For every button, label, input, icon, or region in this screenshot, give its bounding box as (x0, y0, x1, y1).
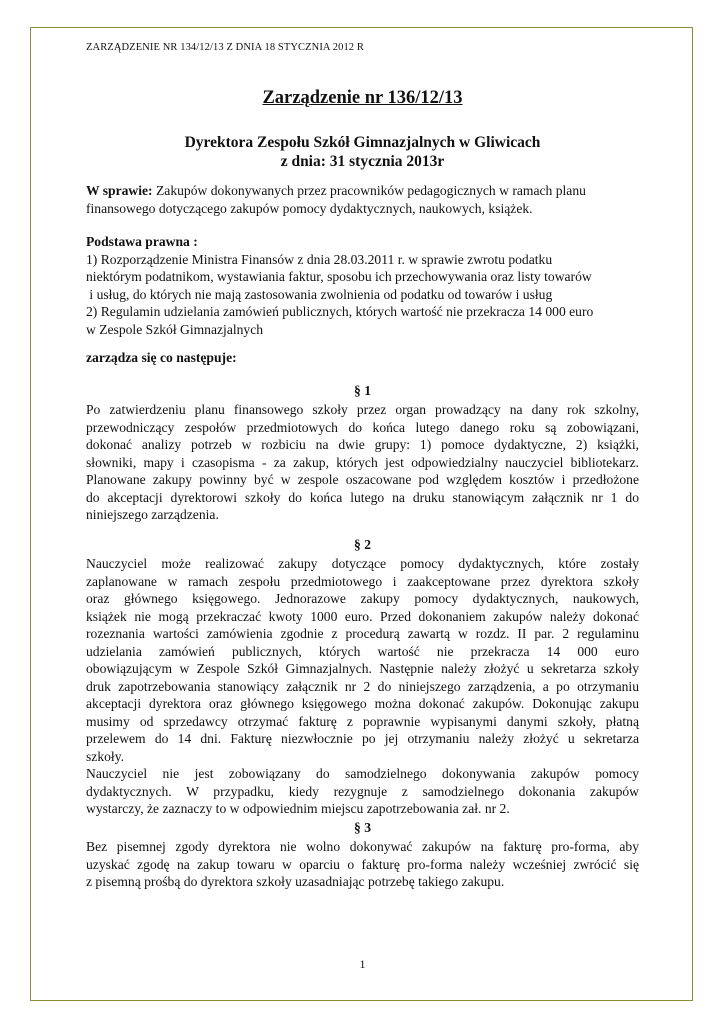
section-1-line: niniejszego zarządzenia. (86, 507, 219, 522)
podstawa-line: 1) Rozporządzenie Ministra Finansów z dnia 28.03.2011 r. w sprawie zwrotu podatku (86, 251, 553, 267)
section-2-line: książek nie mogą przekraczać kwoty 1000 euro. Przed dokonaniem zakupów należy dokonać (86, 608, 639, 624)
section-2-line: akceptacji dyrektora oraz głównego księgowego można dokonać zakupów. Dokonując zakupu (86, 696, 639, 711)
subtitle-line-2: z dnia: 31 stycznia 2013r (280, 153, 445, 170)
running-header: ZARZĄDZENIE NR 134/12/13 Z DNIA 18 STYCZNIA 2012 R (86, 42, 364, 53)
section-3-symbol: § 3 (354, 820, 371, 835)
zarzadza-heading: zarządza się co następuje: (86, 350, 237, 365)
section-2-line: szkoły. (86, 748, 125, 764)
section-1-line: do akceptacji dyrektorowi szkoły do końca lutego na druku stanowiącym załącznik nr 1 do (86, 489, 639, 505)
section-2-line: Nauczyciel nie jest zobowiązany do samodzielnego dokonywania zakupów pomocy (86, 766, 639, 781)
section-1-line: Po zatwierdzeniu planu finansowego szkoły przez organ prowadzący na dany rok szkolny, (86, 402, 639, 417)
section-1-symbol: § 1 (354, 383, 371, 398)
section-3-body (86, 838, 639, 891)
section-1-line: przewodniczący zespołów przedmiotowych do końca lutego danego roku są zobowiązani, (86, 419, 639, 435)
w-sprawie-paragraph (86, 182, 639, 217)
section-2-line: rozeznania wartości zamówienia zgodnie z procedurą zawartą w rozdz. II par. 2 regulaminu (86, 626, 639, 641)
podstawa-line: niektórym podatnikom, wystawiania faktur, sposobu ich przechowywania oraz listy towarów (86, 269, 592, 284)
section-2-line: Nauczyciel może realizować zakupy dotyczące pomocy dydaktycznych, które zostały (86, 556, 639, 571)
section-2-line: zaplanowane w ramach zespołu przedmiotowego i zaakceptowane przez dyrektora szkoły (86, 573, 639, 589)
section-1-line: dokonać analizy potrzeb w rozbiciu na dwie grupy: 1) pomoce dydaktyczne, 2) książki, (86, 437, 639, 452)
section-2-body (86, 555, 639, 818)
section-3-line: z pisemną prośbą do dyrektora szkoły uzasadniając potrzebę takiego zakupu. (86, 874, 505, 889)
podstawa-prawna (86, 233, 639, 338)
section-1-line: Planowane zakupy powinny być w zespole oszacowane pod względem kosztów i przedłożone (86, 472, 639, 487)
document-title: Zarządzenie nr 136/12/13 (262, 88, 463, 108)
w-sprawie-line-2: finansowego dotyczącego zakupów pomocy dydaktycznych, naukowych, książek. (86, 200, 533, 216)
section-2-line: przelewem do 14 dni. Fakturę niezwłocznie po jej otrzymaniu należy złożyć u sekretarza (86, 731, 639, 746)
podstawa-line: w Zespole Szkół Gimnazjalnych (86, 321, 264, 337)
section-3-line: uzyskać zgodę na zakup towaru w oparciu o fakturę pro-forma należy wcześniej zwrócić się (86, 856, 639, 872)
w-sprawie-line-1: Zakupów dokonywanych przez pracowników pedagogicznych w ramach planu (156, 183, 586, 198)
section-2-line: oraz głównego księgowego. Jednorazowe zakupy pomocy dydaktycznych, naukowych, (86, 591, 639, 606)
section-2-line: druk zapotrzebowania stanowiący załącznik nr 2 do niniejszego zarządzenia, a po otrzymaniu (86, 678, 639, 694)
section-2-symbol: § 2 (354, 537, 371, 552)
section-3-line: Bez pisemnej zgody dyrektora nie wolno dokonywać zakupów na fakturę pro-forma, aby (86, 839, 639, 854)
page-number: 1 (359, 957, 366, 971)
section-2-line: musimy od sprzedawcy otrzymać fakturę z poprawnie wypisanymi danymi szkoły, płatną (86, 713, 639, 729)
section-2-line: obowiązującym w Zespole Szkół Gimnazjalnych. Następnie należy złożyć u sekretarza szkoły (86, 661, 639, 676)
podstawa-line: 2) Regulamin udzielania zamówień publicznych, których wartość nie przekracza 14 000 euro (86, 304, 594, 319)
section-2-line: udzielania zamówień publicznych, których wartość nie przekracza 14 000 euro (86, 643, 639, 659)
podstawa-label: Podstawa prawna : (86, 234, 198, 249)
document-subtitle (0, 133, 725, 171)
subtitle-line-1: Dyrektora Zespołu Szkół Gimnazjalnych w Gliwicach (184, 134, 541, 151)
section-2-line: wystarczy, że zaznaczy to w odpowiednim miejscu zapotrzebowania zał. nr 2. (86, 801, 510, 816)
w-sprawie-label: W sprawie: (86, 183, 153, 198)
section-2-line: dydaktycznych. W przypadku, kiedy rezygnuje z samodzielnego dokonania zakupów (86, 783, 639, 799)
section-1-body (86, 401, 639, 524)
section-1-line: słowniki, mapy i czasopisma - za zakup, których jest odpowiedzialny nauczyciel bibliotekarz. (86, 454, 639, 470)
podstawa-line: i usług, do których nie mają zastosowania zwolnienia od podatku od towarów i usług (86, 286, 553, 302)
